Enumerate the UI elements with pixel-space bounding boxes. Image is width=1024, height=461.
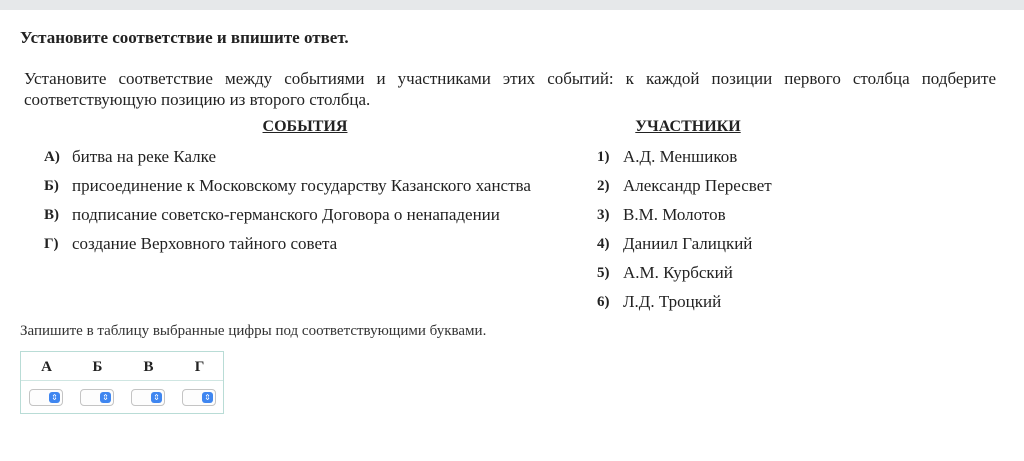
participant-text: Даниил Галицкий	[623, 234, 753, 253]
event-text: подписание советско-германского Договора о ненападении	[72, 205, 500, 224]
participant-text: А.М. Курбский	[623, 263, 733, 282]
updown-chevron-icon: ⇕	[151, 392, 162, 403]
updown-chevron-icon: ⇕	[202, 392, 213, 403]
answer-select-b[interactable]	[80, 389, 114, 406]
answer-col-v: В	[143, 359, 154, 375]
event-text: создание Верховного тайного совета	[72, 234, 338, 253]
answer-select-v[interactable]	[131, 389, 165, 406]
participant-text: В.М. Молотов	[623, 205, 726, 224]
events-header: СОБЫТИЯ	[262, 118, 348, 135]
event-key: Г)	[44, 236, 59, 252]
participant-text: А.Д. Меншиков	[623, 147, 738, 166]
answer-instruction: Запишите в таблицу выбранные цифры под соответствующими буквами.	[20, 323, 487, 339]
answer-divider	[21, 380, 223, 381]
participant-text: Александр Пересвет	[623, 176, 772, 195]
task-title: Установите соответствие и впишите ответ.	[20, 28, 349, 47]
answer-table	[20, 351, 224, 414]
participant-key: 2)	[597, 178, 610, 194]
task-instruction: Установите соответствие между событиями и участниками этих событий: к каждой позиции первого столбца подберите соответствующую позицию из второго столбца.	[24, 69, 996, 109]
answer-select-a[interactable]	[29, 389, 63, 406]
answer-col-g: Г	[194, 359, 205, 375]
participant-key: 3)	[597, 207, 610, 223]
event-text: битва на реке Калке	[72, 147, 217, 166]
top-bar	[0, 0, 1024, 10]
participant-key: 6)	[597, 294, 610, 310]
participant-key: 4)	[597, 236, 610, 252]
participants-header: УЧАСТНИКИ	[635, 118, 741, 135]
participant-text: Л.Д. Троцкий	[623, 292, 722, 311]
event-key: В)	[44, 207, 59, 223]
updown-chevron-icon: ⇕	[49, 392, 60, 403]
answer-select-g[interactable]	[182, 389, 216, 406]
answer-col-b: Б	[92, 359, 103, 375]
participant-key: 1)	[597, 149, 610, 165]
event-key: Б)	[44, 178, 59, 194]
event-text: присоединение к Московскому государству Казанского ханства	[72, 176, 531, 195]
participant-key: 5)	[597, 265, 610, 281]
answer-col-a: А	[41, 359, 52, 375]
updown-chevron-icon: ⇕	[100, 392, 111, 403]
event-key: А)	[44, 149, 60, 165]
